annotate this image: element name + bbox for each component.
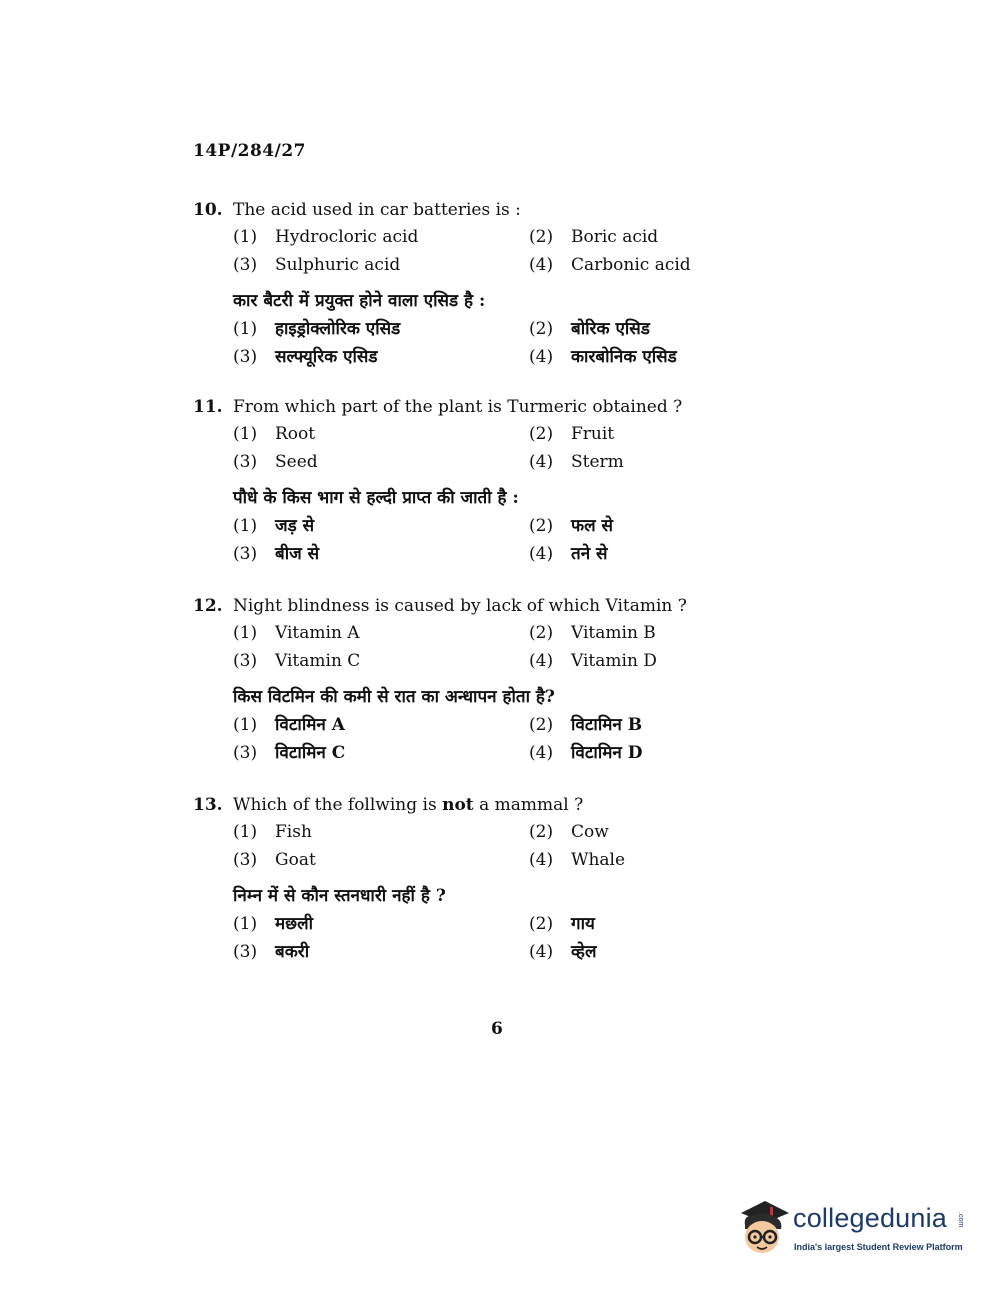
option-text: Seed (275, 452, 318, 472)
option-2-hi[interactable] (529, 315, 650, 343)
option-number: (4) (529, 942, 554, 962)
brand-name: collegedunia (793, 1203, 948, 1233)
brand-suffix: .com (957, 1212, 964, 1228)
option-2-hi[interactable] (529, 512, 613, 540)
option-number: (1) (233, 319, 258, 339)
options-row-en-1 (193, 223, 753, 251)
option-4-en[interactable] (529, 251, 691, 279)
options-row-hi-1 (193, 910, 753, 938)
option-text: बकरी (275, 942, 310, 962)
question-number: 11. (193, 397, 223, 417)
option-number: (1) (233, 914, 258, 934)
option-4-hi[interactable] (529, 938, 596, 966)
option-number: (4) (529, 850, 554, 870)
option-text: विटामिन A (275, 715, 345, 735)
option-text: Hydrocloric acid (275, 227, 419, 247)
option-1-en[interactable] (233, 818, 312, 846)
option-3-en[interactable] (233, 448, 318, 476)
option-number: (3) (233, 743, 258, 763)
option-3-en[interactable] (233, 647, 360, 675)
question-stem: The acid used in car batteries is : (233, 200, 521, 220)
question-number: 12. (193, 596, 223, 616)
option-text: Goat (275, 850, 316, 870)
option-text: Vitamin D (571, 651, 657, 671)
collegedunia-watermark (735, 1197, 965, 1267)
options-row-hi-2 (193, 938, 753, 966)
option-2-en[interactable] (529, 818, 609, 846)
option-text: Boric acid (571, 227, 659, 247)
option-number: (3) (233, 347, 258, 367)
option-text: Cow (571, 822, 609, 842)
option-2-en[interactable] (529, 619, 656, 647)
option-number: (4) (529, 743, 554, 763)
option-1-en[interactable] (233, 420, 315, 448)
option-1-hi[interactable] (233, 910, 313, 938)
question-stem: Night blindness is caused by lack of which Vitamin ? (233, 596, 687, 616)
option-number: (2) (529, 516, 554, 536)
question-number: 10. (193, 200, 223, 220)
option-3-hi[interactable] (233, 739, 345, 767)
option-number: (2) (529, 914, 554, 934)
option-text: विटामिन B (571, 715, 643, 735)
option-text: बीज से (275, 544, 320, 564)
option-number: (3) (233, 850, 258, 870)
option-text: Vitamin C (275, 651, 361, 671)
option-number: (1) (233, 623, 258, 643)
option-number: (1) (233, 424, 258, 444)
option-3-en[interactable] (233, 251, 400, 279)
options-row-en-1 (193, 619, 753, 647)
question-stem-emphasis: not (442, 795, 474, 815)
option-number: (4) (529, 651, 554, 671)
option-text: बोरिक एसिड (571, 319, 650, 339)
page-number: 6 (491, 1019, 503, 1039)
question-text-hi: निम्न में से कौन स्तनधारी नहीं है ? (233, 886, 446, 906)
question-number: 13. (193, 795, 223, 815)
question-13 (193, 792, 753, 966)
option-3-en[interactable] (233, 846, 316, 874)
options-row-hi-2 (193, 343, 753, 371)
option-number: (2) (529, 424, 554, 444)
option-number: (4) (529, 544, 554, 564)
option-number: (3) (233, 651, 258, 671)
option-number: (2) (529, 227, 554, 247)
option-1-hi[interactable] (233, 711, 345, 739)
option-number: (4) (529, 347, 554, 367)
options-row-en-2 (193, 251, 753, 279)
option-text: Whale (571, 850, 626, 870)
option-4-en[interactable] (529, 647, 657, 675)
option-number: (3) (233, 452, 258, 472)
option-number: (2) (529, 319, 554, 339)
option-text: विटामिन C (275, 743, 346, 763)
option-text: Root (275, 424, 316, 444)
question-text-hi: किस विटमिन की कमी से रात का अन्धापन होता है? (233, 687, 555, 707)
option-number: (2) (529, 623, 554, 643)
options-row-en-2 (193, 647, 753, 675)
question-stem: From which part of the plant is Turmeric obtained ? (233, 397, 683, 417)
option-4-hi[interactable] (529, 739, 643, 767)
option-text: Sulphuric acid (275, 255, 401, 275)
option-4-hi[interactable] (529, 540, 608, 568)
question-text-en (193, 394, 753, 420)
question-stem-start: Which of the follwing is (233, 795, 443, 815)
option-1-en[interactable] (233, 223, 418, 251)
option-text: Fish (275, 822, 312, 842)
option-text: जड़ से (275, 516, 315, 536)
option-3-hi[interactable] (233, 938, 309, 966)
options-row-hi-1 (193, 315, 753, 343)
option-text: तने से (571, 544, 608, 564)
option-4-en[interactable] (529, 846, 625, 874)
option-2-en[interactable] (529, 420, 614, 448)
option-4-en[interactable] (529, 448, 624, 476)
option-4-hi[interactable] (529, 343, 677, 371)
options-row-en-2 (193, 448, 753, 476)
mascot-icon (735, 1197, 791, 1259)
question-text-en (193, 593, 753, 619)
options-row-en-1 (193, 818, 753, 846)
question-10 (193, 197, 753, 371)
paper-code: 14P/284/27 (193, 141, 307, 161)
option-1-hi[interactable] (233, 315, 400, 343)
option-text: Vitamin B (571, 623, 656, 643)
option-number: (1) (233, 822, 258, 842)
option-text: मछली (275, 914, 314, 934)
option-3-hi[interactable] (233, 540, 319, 568)
option-text: कारबोनिक एसिड (571, 347, 677, 367)
question-11 (193, 394, 753, 568)
options-row-hi-2 (193, 739, 753, 767)
options-row-en-2 (193, 846, 753, 874)
option-2-en[interactable] (529, 223, 658, 251)
option-number: (1) (233, 227, 258, 247)
option-1-hi[interactable] (233, 512, 314, 540)
question-text-hi: कार बैटरी में प्रयुक्त होने वाला एसिड है : (233, 291, 486, 311)
option-text: हाइड्रोक्लोरिक एसिड (275, 319, 401, 339)
option-text: गाय (571, 914, 595, 934)
option-number: (2) (529, 822, 554, 842)
options-row-hi-1 (193, 512, 753, 540)
option-text: विटामिन D (571, 743, 643, 763)
option-2-hi[interactable] (529, 910, 595, 938)
option-text: फल से (571, 516, 614, 536)
option-text: Vitamin A (275, 623, 360, 643)
option-text: व्हेल (571, 942, 597, 962)
option-number: (3) (233, 255, 258, 275)
question-12 (193, 593, 753, 767)
option-1-en[interactable] (233, 619, 360, 647)
option-number: (1) (233, 715, 258, 735)
options-row-hi-2 (193, 540, 753, 568)
question-stem-end: a mammal ? (473, 795, 584, 815)
options-row-hi-1 (193, 711, 753, 739)
option-number: (1) (233, 516, 258, 536)
option-2-hi[interactable] (529, 711, 642, 739)
option-text: सल्फ्यूरिक एसिड (275, 347, 378, 367)
brand-tagline: India's largest Student Review Platform (794, 1242, 963, 1252)
option-text: Fruit (571, 424, 615, 444)
question-text-hi: पौधे के किस भाग से हल्दी प्राप्त की जाती है : (233, 488, 519, 508)
option-text: Sterm (571, 452, 624, 472)
option-3-hi[interactable] (233, 343, 378, 371)
options-row-en-1 (193, 420, 753, 448)
question-text-en (193, 792, 753, 818)
option-number: (3) (233, 544, 258, 564)
option-text: Carbonic acid (571, 255, 691, 275)
option-number: (4) (529, 452, 554, 472)
option-number: (4) (529, 255, 554, 275)
question-text-en (193, 197, 753, 223)
option-number: (2) (529, 715, 554, 735)
option-number: (3) (233, 942, 258, 962)
